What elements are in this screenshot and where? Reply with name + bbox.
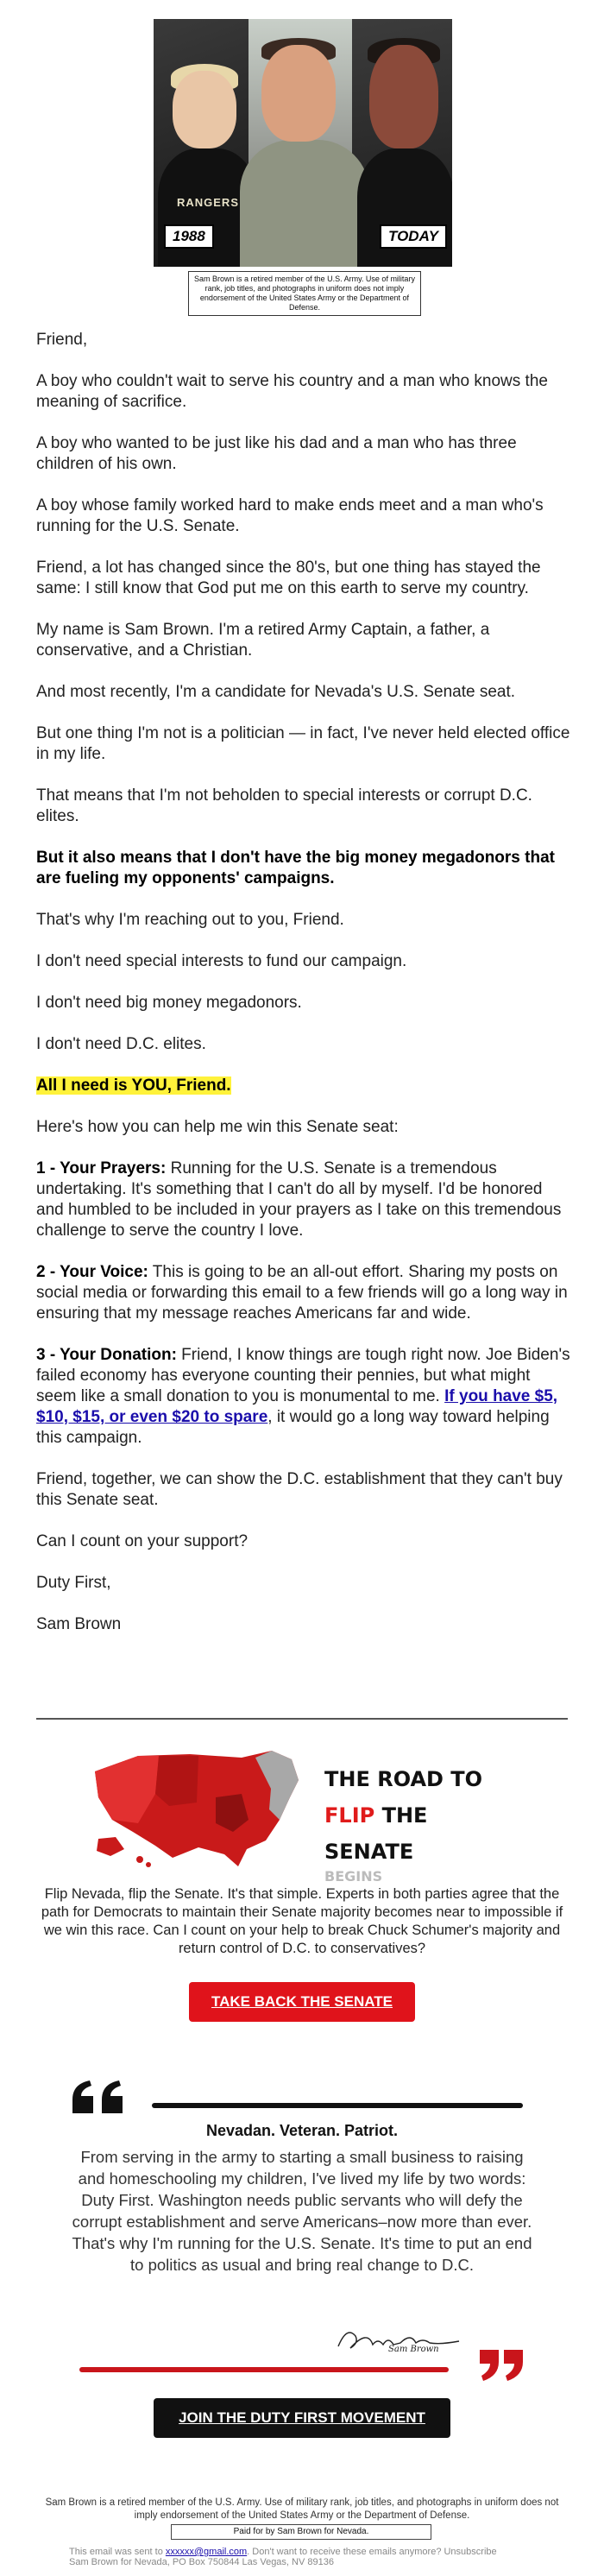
paragraph-9-bold <box>36 848 571 889</box>
candidate-face <box>369 45 438 148</box>
quote-bar-bottom <box>79 2367 449 2372</box>
item-prayers-label: 1 - Your Prayers: <box>36 1159 167 1178</box>
soldier-face <box>261 45 336 142</box>
item-voice-text: This is going to be an all-out effort. Sharing my posts on social media or forwarding this email to a few friends will go a long way in ensuring that my message reaches Americans far and wide. <box>36 1263 568 1323</box>
mailing-address: Sam Brown for Nevada, PO Box 750844 Las Vegas, NV 89136 <box>69 2557 334 2567</box>
section-divider <box>36 1718 568 1720</box>
paragraph-12: I don't need big money megadonors. <box>36 994 302 1012</box>
road-to-flip-banner <box>86 1737 518 1882</box>
paragraph-17: Can I count on your support? <box>36 1532 249 1550</box>
item-donation-label: 3 - Your Donation: <box>36 1346 177 1364</box>
road-line-2 <box>324 1797 523 1870</box>
sent-prefix: This email was sent to <box>69 2547 166 2557</box>
label-today: TODAY <box>380 224 447 249</box>
email-notice <box>69 2547 552 2557</box>
paragraph-13: I don't need D.C. elites. <box>36 1035 206 1053</box>
rangers-shirt-text: RANGERS <box>176 196 239 209</box>
flip-nevada-text: Flip Nevada, flip the Senate. It's that simple. Experts in both parties agree that the path for Democrats to maintain their Senate majority becomes near to impossible if we win this race. Can I count on your help to break Chuck Schumer's majority and return control of D.C. to conservatives? <box>41 1886 563 1956</box>
candidate-suit <box>357 148 452 267</box>
begins-word: BEGINS <box>324 1870 383 1882</box>
paid-for-box: Paid for by Sam Brown for Nevada. <box>171 2524 431 2540</box>
paragraph-14 <box>36 1076 571 1096</box>
quote-body: From serving in the army to starting a small business to raising and homeschooling my children, I've lived my life by two words: Duty First. Washington needs public servants who will defy the corrupt establishment and serve Americans–now more than ever. That's why I'm running for the U.S. Senate. It's time to put an end to politics as usual and bring real change to D.C. <box>72 2148 532 2274</box>
quote-title: Nevadan. Veteran. Patriot. <box>205 2122 399 2139</box>
paragraph-8: That means that I'm not beholden to special interests or corrupt D.C. elites. <box>36 786 532 825</box>
the-senate-words: THE SENATE <box>324 1803 428 1864</box>
label-1988: 1988 <box>164 224 214 249</box>
signoff: Duty First, <box>36 1574 111 1592</box>
item-donation-text: Friend, I know things are tough right now. Joe Biden's failed economy has everyone counting their pennies, but what might seem like a small donation to you is monumental to me. <box>36 1346 570 1405</box>
boy-face <box>173 71 236 148</box>
signature-name: Sam Brown <box>36 1615 122 1633</box>
take-back-senate-button[interactable]: TAKE BACK THE SENATE <box>189 1982 415 2022</box>
paragraph-4: Friend, a lot has changed since the 80's, but one thing has stayed the same: I still know that God put me on this earth to serve my country. <box>36 559 541 597</box>
item-prayers-text: Running for the U.S. Senate is a tremendous undertaking. It's something that I can't do all by myself. I'd be honored and humbled to be included in your prayers as I take on this tremendous challenge to serve the country I love. <box>36 1159 562 1240</box>
open-quote-icon <box>71 2080 128 2115</box>
paragraph-3: A boy whose family worked hard to make ends meet and a man who's running for the U.S. Senate. <box>36 496 544 535</box>
flip-word: FLIP <box>324 1803 375 1828</box>
soldier-uniform <box>240 140 369 267</box>
paragraph-2: A boy who wanted to be just like his dad and a man who has three children of his own. <box>36 434 517 473</box>
letter-body <box>36 330 571 1656</box>
signature-script-text: Sam Brown <box>388 2345 439 2354</box>
item-voice <box>36 1262 571 1324</box>
footer-disclaimer: Sam Brown is a retired member of the U.S. Army. Use of military rank, job titles, and photographs in uniform does not imply endorsement of the United States Army or the Department of Defense. <box>45 2497 559 2521</box>
highlighted-ask: All I need is YOU, Friend. <box>36 1076 231 1095</box>
bold-megadonors: But it also means that I don't have the big money megadonors that are fueling my opponents' campaigns. <box>36 849 555 887</box>
paragraph-7: But one thing I'm not is a politician — in fact, I've never held elected office in my life. <box>36 724 570 763</box>
hero-image <box>154 19 452 267</box>
greeting: Friend, <box>36 331 88 349</box>
donate-amounts-link[interactable]: If you have $5, $10, $15, or even $20 to spare <box>36 1387 558 1426</box>
quote-bar-top <box>152 2103 523 2108</box>
road-to-flip-text <box>324 1761 523 1882</box>
item-voice-label: 2 - Your Voice: <box>36 1263 148 1281</box>
paragraph-16: Friend, together, we can show the D.C. establishment that they can't buy this Senate seat. <box>36 1470 563 1509</box>
us-map-graphic <box>86 1737 311 1875</box>
item-donation-tail: , it would go a long way toward helping this campaign. <box>36 1408 550 1447</box>
close-quote-icon <box>476 2348 528 2383</box>
paragraph-1: A boy who couldn't wait to serve his country and a man who knows the meaning of sacrifice. <box>36 372 548 411</box>
paragraph-15: Here's how you can help me win this Senate seat: <box>36 1118 399 1136</box>
hero-disclaimer: Sam Brown is a retired member of the U.S. Army. Use of military rank, job titles, and photographs in uniform does not imply endorsement of the United States Army or the Department of Defense. <box>188 271 421 316</box>
item-prayers <box>36 1159 571 1241</box>
footer-info <box>69 2547 552 2567</box>
road-line-1: THE ROAD TO <box>324 1767 483 1791</box>
unsubscribe-text[interactable]: . Don't want to receive these emails anymore? Unsubscribe <box>247 2547 497 2557</box>
signature-graphic <box>333 2320 462 2358</box>
recipient-email-link[interactable]: xxxxxx@gmail.com <box>165 2547 248 2557</box>
paragraph-5: My name is Sam Brown. I'm a retired Army Captain, a father, a conservative, and a Christian. <box>36 621 490 660</box>
paragraph-11: I don't need special interests to fund our campaign. <box>36 952 407 970</box>
paragraph-10: That's why I'm reaching out to you, Friend. <box>36 911 344 929</box>
paragraph-6: And most recently, I'm a candidate for Nevada's U.S. Senate seat. <box>36 683 516 701</box>
join-movement-button[interactable]: JOIN THE DUTY FIRST MOVEMENT <box>154 2398 450 2438</box>
item-donation <box>36 1345 571 1449</box>
